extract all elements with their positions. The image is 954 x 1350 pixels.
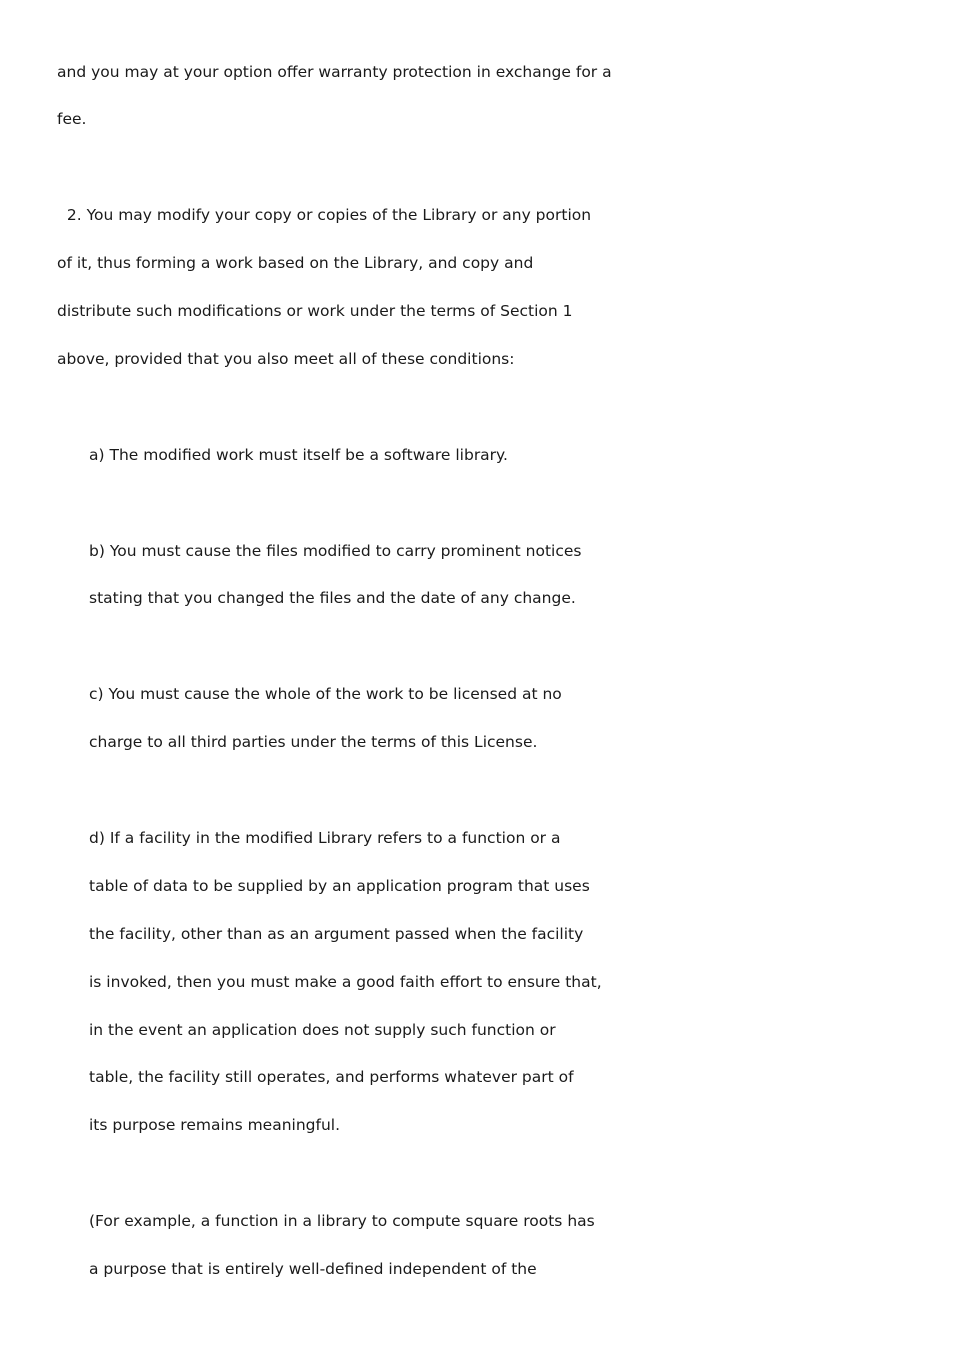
text-line: the facility, other than as an argument passed when the facility xyxy=(89,925,584,943)
text-line: above, provided that you also meet all of these conditions: xyxy=(57,350,515,368)
text-line: d) If a facility in the modified Library refers to a function or a xyxy=(89,829,561,847)
text-line: distribute such modifications or work under the terms of Section 1 xyxy=(57,302,573,320)
text-line: a purpose that is entirely well-defined independent of the xyxy=(89,1260,537,1278)
text-line: is invoked, then you must make a good faith effort to ensure that, xyxy=(89,973,602,991)
text-line: charge to all third parties under the terms of this License. xyxy=(89,733,538,751)
text-line: 2. You may modify your copy or copies of the Library or any portion xyxy=(57,206,592,224)
text-line: of it, thus forming a work based on the Library, and copy and xyxy=(57,254,534,272)
text-line: (For example, a function in a library to compute square roots has xyxy=(89,1212,595,1230)
text-line: table of data to be supplied by an application program that uses xyxy=(89,877,590,895)
text-line: b) You must cause the files modified to carry prominent notices xyxy=(89,542,582,560)
text-line: stating that you changed the files and the date of any change. xyxy=(89,589,576,607)
text-line: and you may at your option offer warranty protection in exchange for a xyxy=(57,63,612,81)
text-line: its purpose remains meaningful. xyxy=(89,1116,341,1134)
text-line: fee. xyxy=(57,110,87,128)
text-line: c) You must cause the whole of the work to be licensed at no xyxy=(89,685,562,703)
text-line: a) The modified work must itself be a software library. xyxy=(89,446,508,464)
text-line: table, the facility still operates, and performs whatever part of xyxy=(89,1068,574,1086)
text-line: in the event an application does not supply such function or xyxy=(89,1021,556,1039)
